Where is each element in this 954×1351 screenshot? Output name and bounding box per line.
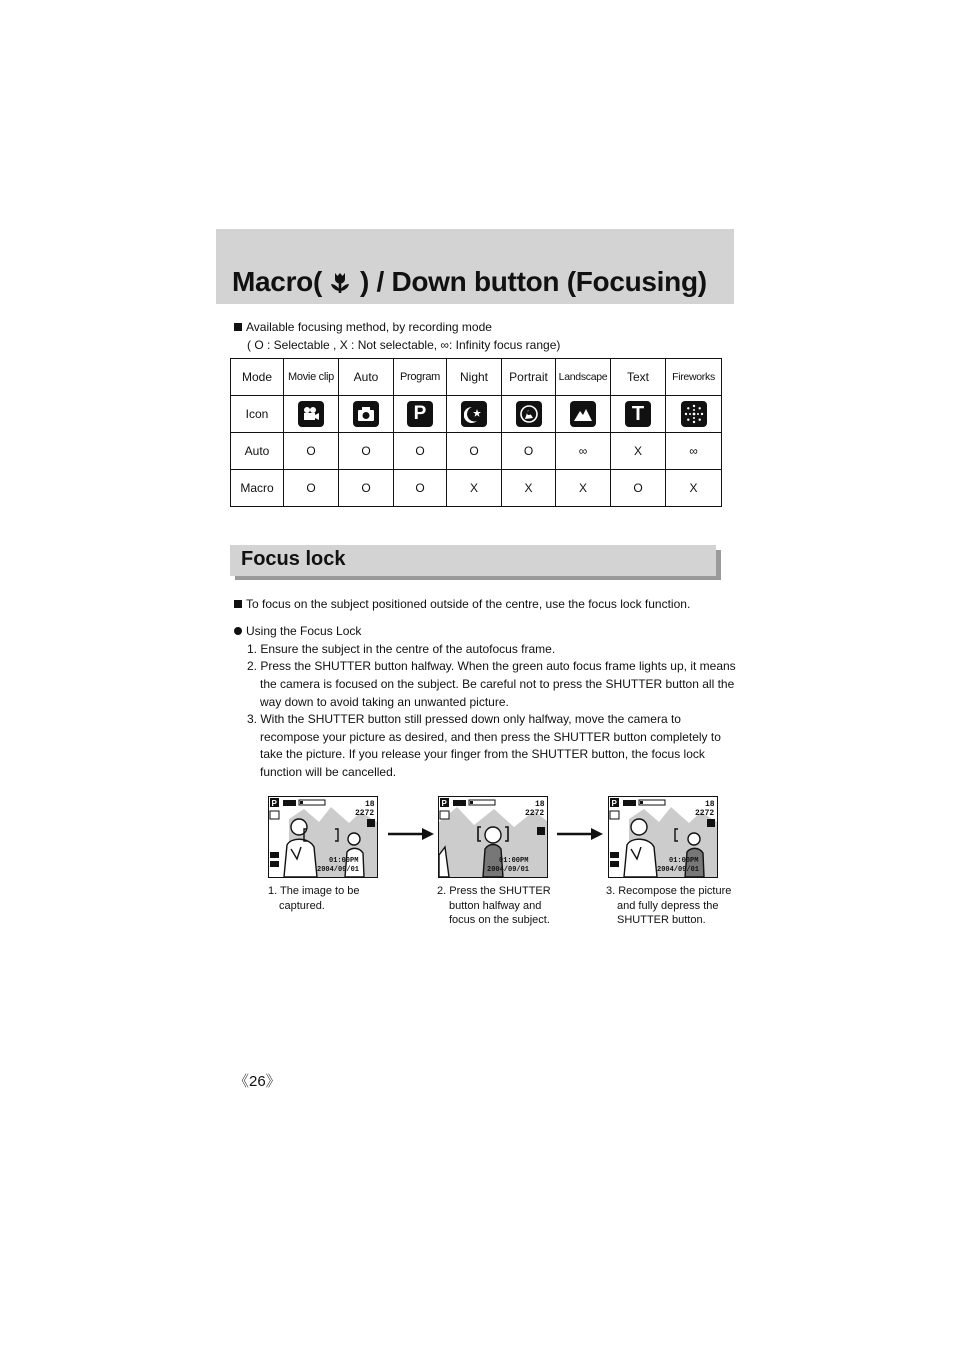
table-row-mode (231, 359, 722, 396)
note-legend: ( O : Selectable , X : Not selectable, ∞: Infinity focus range) (247, 338, 561, 352)
table-cell: O (394, 433, 447, 470)
caption-2: 2. Press the SHUTTER button halfway and focus on the subject. (437, 885, 551, 927)
table-cell: O (611, 470, 666, 507)
camera-screen-3 (608, 796, 718, 878)
program-p-icon: P (407, 401, 433, 427)
landscape-mountain-icon (570, 401, 596, 427)
step-2-line-1: 2. Press the SHUTTER button halfway. When the green auto focus frame lights up, it means (247, 659, 736, 673)
camera-screen-1 (268, 796, 378, 878)
arrow-right-icon (557, 826, 605, 842)
cell-icon-portrait (502, 396, 556, 433)
mode-program: Program (394, 359, 447, 396)
table-cell: ∞ (666, 433, 722, 470)
cell-icon-movie (284, 396, 339, 433)
svg-text:2272: 2272 (355, 809, 375, 818)
cell-icon-auto (339, 396, 394, 433)
screen-illustration-3 (609, 797, 717, 877)
cell-icon-landscape (556, 396, 611, 433)
table-cell: O (394, 470, 447, 507)
focus-lock-intro: To focus on the subject positioned outside of the centre, use the focus lock function. (234, 597, 690, 611)
svg-text:01:00PM: 01:00PM (669, 857, 699, 865)
svg-text:18: 18 (365, 800, 375, 809)
row-label-macro: Macro (231, 470, 284, 507)
row-label-icon: Icon (231, 396, 284, 433)
night-moon-icon (461, 401, 487, 427)
table-cell: ∞ (556, 433, 611, 470)
svg-text:2004/09/01: 2004/09/01 (487, 866, 530, 874)
svg-text:18: 18 (535, 800, 545, 809)
row-label-auto: Auto (231, 433, 284, 470)
cell-icon-fireworks (666, 396, 722, 433)
svg-text:P: P (271, 799, 277, 808)
text-t-icon: T (625, 401, 651, 427)
focus-mode-table (230, 358, 722, 507)
title-prefix: Macro( (232, 266, 322, 297)
macro-flower-icon (326, 269, 354, 295)
using-focus-lock-label: Using the Focus Lock (234, 624, 361, 638)
note-available-methods: Available focusing method, by recording mode (234, 320, 492, 334)
caption-1: 1. The image to be captured. (268, 885, 360, 912)
page-title (232, 266, 707, 298)
cell-icon-program (394, 396, 447, 433)
table-row-auto (231, 433, 722, 470)
svg-text:18: 18 (705, 800, 715, 809)
movie-camera-icon (298, 401, 324, 427)
mode-portrait: Portrait (502, 359, 556, 396)
mode-auto: Auto (339, 359, 394, 396)
camera-icon (353, 401, 379, 427)
table-row-icon (231, 396, 722, 433)
title-suffix: ) / Down button (Focusing) (360, 266, 707, 297)
table-cell: O (284, 433, 339, 470)
cell-icon-text (611, 396, 666, 433)
step-2-line-2: the camera is focused on the subject. Be careful not to press the SHUTTER button all the (260, 677, 735, 691)
table-cell: X (666, 470, 722, 507)
table-cell: X (502, 470, 556, 507)
bullet-dot-icon (234, 627, 242, 635)
table-cell: X (611, 433, 666, 470)
svg-text:2004/09/01: 2004/09/01 (657, 866, 700, 874)
svg-text:2004/09/01: 2004/09/01 (317, 866, 360, 874)
svg-text:01:00PM: 01:00PM (329, 857, 359, 865)
bullet-square-icon (234, 323, 242, 331)
mode-text: Text (611, 359, 666, 396)
step-3-line-3: take the picture. If you release your finger from the SHUTTER button, the focus lock (260, 747, 705, 761)
mode-movie-clip: Movie clip (284, 359, 339, 396)
step-1: 1. Ensure the subject in the centre of the autofocus frame. (247, 642, 556, 656)
mode-night: Night (447, 359, 502, 396)
arrow-right-icon (388, 826, 436, 842)
svg-text:01:00PM: 01:00PM (499, 857, 529, 865)
step-3-line-1: 3. With the SHUTTER button still pressed down only halfway, move the camera to (247, 712, 681, 726)
portrait-icon (516, 401, 542, 427)
svg-text:P: P (611, 799, 617, 808)
svg-text:2272: 2272 (525, 809, 545, 818)
table-cell: O (447, 433, 502, 470)
fireworks-icon (681, 401, 707, 427)
camera-screen-2 (438, 796, 548, 878)
svg-text:2272: 2272 (695, 809, 715, 818)
cell-icon-night (447, 396, 502, 433)
screen-illustration-2 (439, 797, 547, 877)
section-title-focus-lock: Focus lock (241, 548, 346, 570)
table-cell: O (502, 433, 556, 470)
table-cell: X (556, 470, 611, 507)
page-number: 《26》 (234, 1073, 281, 1090)
table-cell: O (339, 433, 394, 470)
step-2-line-3: way down to avoid taking an unwanted picture. (260, 695, 509, 709)
screen-illustration-1 (269, 797, 377, 877)
caption-3: 3. Recompose the picture and fully depress the SHUTTER button. (606, 885, 732, 927)
row-label-mode: Mode (231, 359, 284, 396)
step-3-line-2: recompose your picture as desired, and then press the SHUTTER button completely to (260, 730, 721, 744)
bullet-square-icon (234, 600, 242, 608)
table-cell: O (339, 470, 394, 507)
table-cell: X (447, 470, 502, 507)
svg-text:P: P (441, 799, 447, 808)
table-cell: O (284, 470, 339, 507)
mode-landscape: Landscape (556, 359, 611, 396)
table-row-macro (231, 470, 722, 507)
step-3-line-4: function will be cancelled. (260, 765, 397, 779)
mode-fireworks: Fireworks (666, 359, 722, 396)
